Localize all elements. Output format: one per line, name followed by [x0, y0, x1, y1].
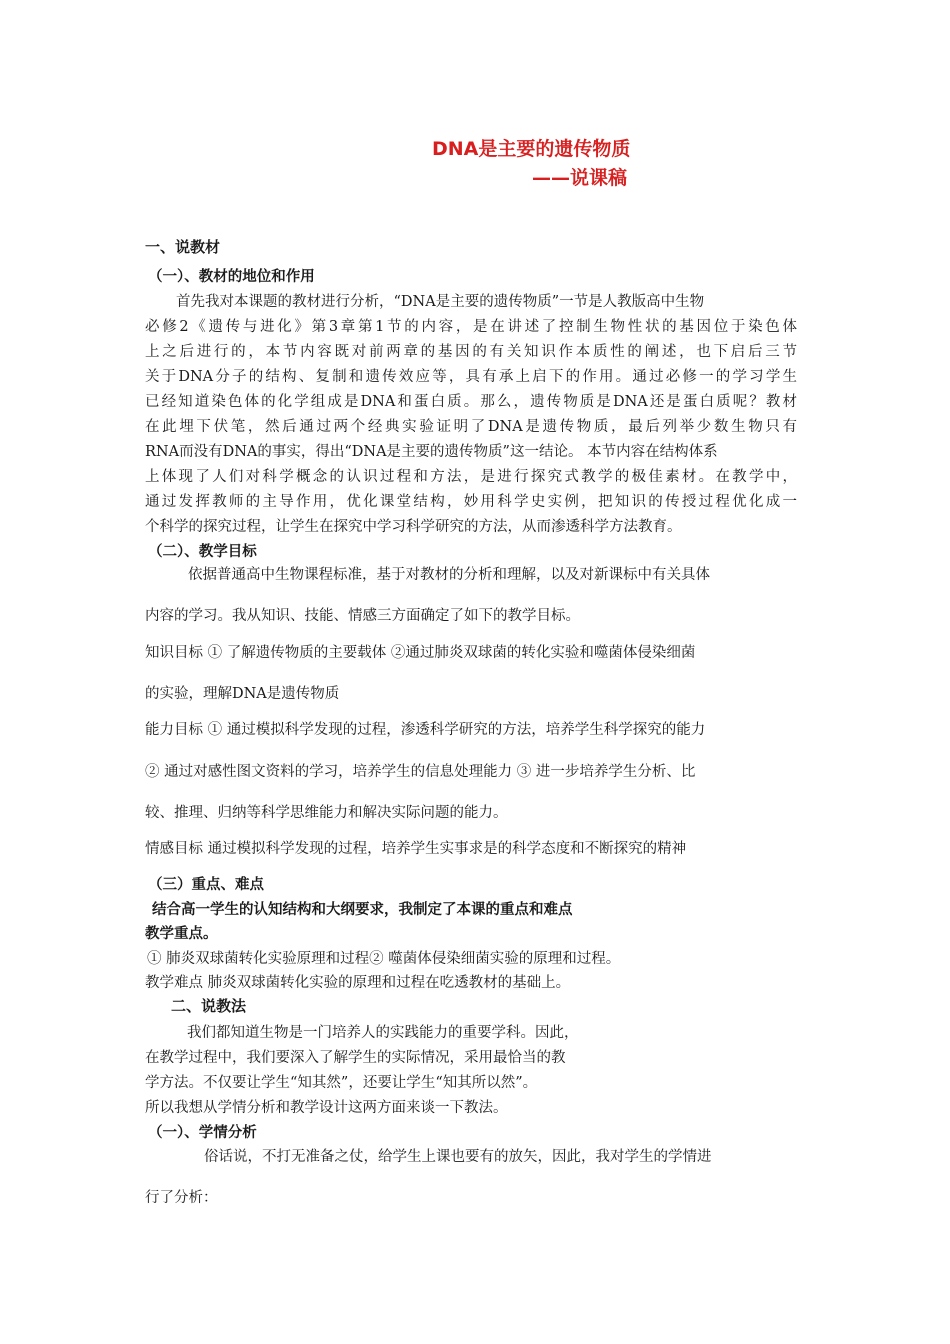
paragraph-line: 依据普通高中生物课程标准，基于对教材的分析和理解，以及对新课标中有关具体 — [188, 567, 710, 583]
paragraph-line: 所以我想从学情分析和教学设计这两方面来谈一下教法。 — [145, 1100, 508, 1116]
paragraph-line: 学方法。不仅要让学生“知其然”，还要让学生“知其所以然”。 — [145, 1075, 538, 1091]
ability-goal-line: 能力目标 ① 通过模拟科学发现的过程，渗透科学研究的方法，培养学生科学探究的能力 — [145, 722, 706, 738]
key-points-line: ① 肺炎双球菌转化实验原理和过程② 噬菌体侵染细菌实验的原理和过程。 — [147, 951, 621, 967]
subsection-heading: （一）、教材的地位和作用 — [148, 269, 315, 285]
section-heading: 二、说教法 — [171, 997, 247, 1015]
emotion-goal-line: 情感目标 通过模拟科学发现的过程，培养学生实事求是的科学态度和不断探究的精神 — [145, 841, 687, 857]
paragraph-line: 关于DNA分子的结构、复制和遗传效应等，具有承上启下的作用。通过必修一的学习学生 — [145, 369, 797, 385]
paragraph-line: 结合高一学生的认知结构和大纲要求，我制定了本课的重点和难点 — [152, 902, 573, 918]
subsection-heading: （三）重点、难点 — [148, 877, 264, 893]
paragraph-line: 在此埋下伏笔，然后通过两个经典实验证明了DNA是遗传物质，最后列举少数生物只有 — [145, 419, 797, 435]
paragraph-line: 上之后进行的，本节内容既对前两章的基因的有关知识作本质性的阐述，也下启后三节 — [145, 344, 797, 360]
key-points-heading: 教学重点。 — [145, 926, 218, 942]
paragraph-line: 首先我对本课题的教材进行分析，“DNA是主要的遗传物质”一节是人教版高中生物 — [176, 294, 705, 310]
paragraph-line: 我们都知道生物是一门培养人的实践能力的重要学科。因此， — [187, 1025, 579, 1041]
paragraph-line: RNA而没有DNA的事实，得出“DNA是主要的遗传物质”这一结论。 本节内容在结构体系 — [145, 444, 718, 460]
paragraph-line: 通过发挥教师的主导作用，优化课堂结构，妙用科学史实例，把知识的传授过程优化成一 — [145, 494, 797, 510]
paragraph-line: 行了分析： — [145, 1190, 218, 1206]
subsection-heading: （二）、教学目标 — [148, 544, 257, 560]
knowledge-goal-line: 知识目标 ① 了解遗传物质的主要载体 ②通过肺炎双球菌的转化实验和噬菌体侵染细菌 — [145, 645, 696, 661]
difficulty-line: 教学难点 肺炎双球菌转化实验的原理和过程在吃透教材的基础上。 — [145, 975, 571, 991]
section-heading: 一、说教材 — [145, 238, 221, 256]
paragraph-line: 在教学过程中，我们要深入了解学生的实际情况，采用最恰当的教 — [145, 1050, 566, 1066]
paragraph-line: 上体现了人们对科学概念的认识过程和方法，是进行探究式教学的极佳素材。在教学中， — [145, 469, 797, 485]
document-title: DNA是主要的遗传物质 — [432, 138, 631, 160]
document-subtitle: ——说课稿 — [532, 167, 628, 189]
subsection-heading: （一）、学情分析 — [148, 1125, 257, 1141]
paragraph-line: 俗话说，不打无准备之仗，给学生上课也要有的放矢，因此，我对学生的学情进 — [204, 1149, 712, 1165]
ability-goal-line: ② 通过对感性图文资料的学习，培养学生的信息处理能力 ③ 进一步培养学生分析、比 — [145, 764, 696, 780]
paragraph-line: 必修2《遗传与进化》第3章第1节的内容，是在讲述了控制生物性状的基因位于染色体 — [145, 319, 797, 335]
paragraph-line: 已经知道染色体的化学组成是DNA和蛋白质。那么，遗传物质是DNA还是蛋白质呢？教材 — [145, 394, 797, 410]
paragraph-line: 个科学的探究过程，让学生在探究中学习科学研究的方法，从而渗透科学方法教育。 — [145, 519, 682, 535]
knowledge-goal-line: 的实验，理解DNA是遗传物质 — [145, 686, 340, 702]
ability-goal-line: 较、推理、归纳等科学思维能力和解决实际问题的能力。 — [145, 805, 508, 821]
paragraph-line: 内容的学习。我从知识、技能、情感三方面确定了如下的教学目标。 — [145, 608, 580, 624]
